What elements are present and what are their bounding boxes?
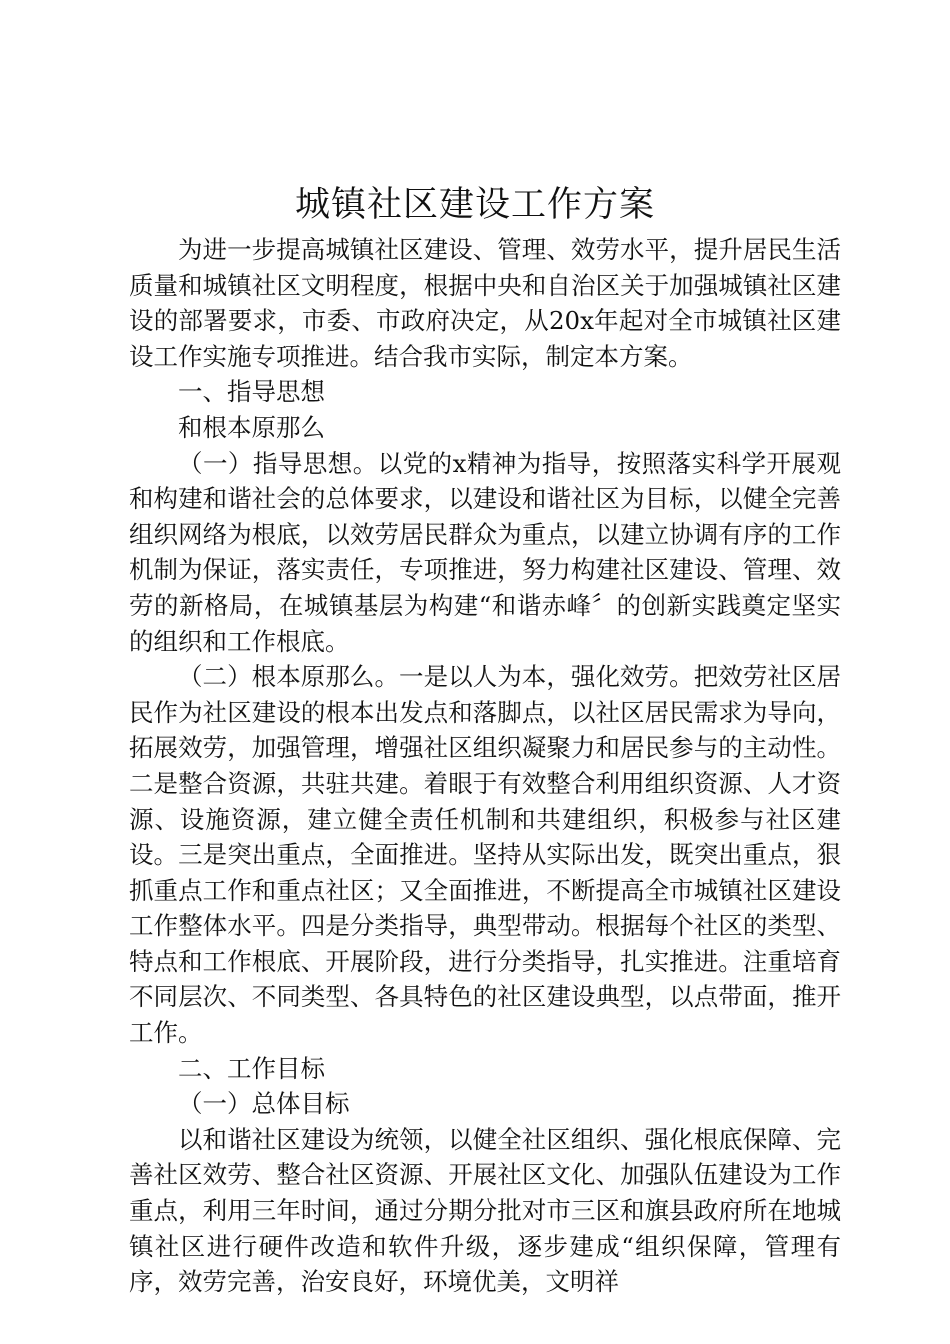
paragraph-basic-principles: （二）根本原那么。一是以人为本，强化效劳。把效劳社区居民作为社区建设的根本出发点和落脚点，以社区居民需求为导向，拓展效劳，加强管理，增强社区组织凝聚力和居民参与的主动性。二是整合资源，共驻共建。着眼于有效整合利用组织资源、人才资源、设施资源，建立健全责任机制和共建组织，积极参与社区建设。三是突出重点，全面推进。坚持从实际出发，既突出重点，狠抓重点工作和重点社区；又全面推进，不断提高全市城镇社区建设工作整体水平。四是分类指导，典型带动。根据每个社区的类型、特点和工作根底、开展阶段，进行分类指导，扎实推进。注重培育不同层次、不同类型、各具特色的社区建设典型，以点带面，推开工作。 [129, 662, 841, 1048]
document-body [129, 232, 841, 1300]
paragraph-intro: 为进一步提高城镇社区建设、管理、效劳水平，提升居民生活质量和城镇社区文明程度，根据中央和自治区关于加强城镇社区建设的部署要求，市委、市政府决定，从20x年起对全市城镇社区建设工作实施专项推进。结合我市实际，制定本方案。 [129, 235, 841, 371]
heading-work-goals: 二、工作目标 [178, 1053, 325, 1083]
paragraph-guiding-thought: （一）指导思想。以党的x精神为指导，按照落实科学开展观和构建和谐社会的总体要求，以建设和谐社区为目标，以健全完善组织网络为根底，以效劳居民群众为重点，以建立协调有序的工作机制为保证，落实责任，专项推进，努力构建社区建设、管理、效劳的新格局，在城镇基层为构建“和谐赤峰〞的创新实践奠定坚实的组织和工作根底。 [129, 448, 841, 656]
heading-guiding-thought: 一、指导思想 [178, 377, 325, 407]
document-title: 城镇社区建设工作方案 [294, 185, 655, 225]
heading-overall-goal: （一）总体目标 [178, 1089, 350, 1119]
heading-basic-principles: 和根本原那么 [178, 412, 325, 442]
paragraph-overall-goal: 以和谐社区建设为统领，以健全社区组织、强化根底保障、完善社区效劳、整合社区资源、开展社区文化、加强队伍建设为工作重点，利用三年时间，通过分期分批对市三区和旗县政府所在地城镇社区进行硬件改造和软件升级，逐步建成“组织保障，管理有序，效劳完善，治安良好，环境优美，文明祥 [129, 1124, 841, 1297]
